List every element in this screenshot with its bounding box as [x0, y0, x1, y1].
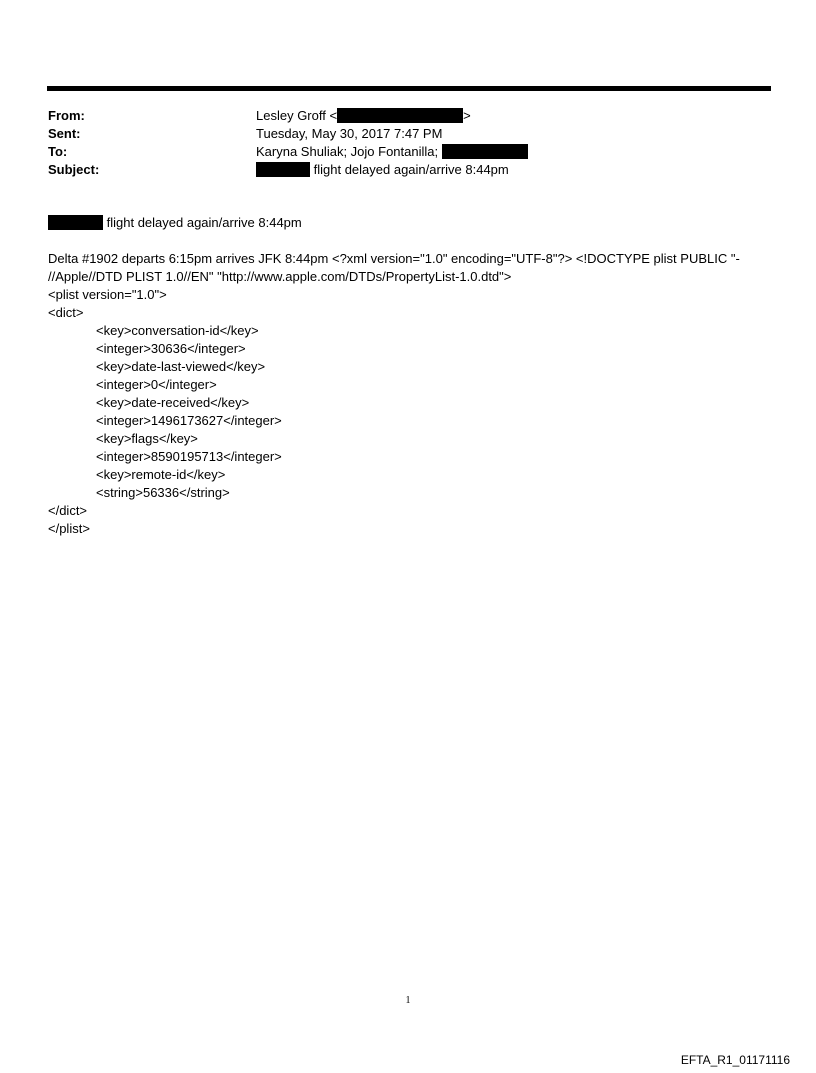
body-line: <integer>30636</integer> — [96, 341, 246, 356]
body-line: <string>56336</string> — [96, 485, 230, 500]
from-close: > — [463, 108, 471, 123]
body-line: Delta #1902 departs 6:15pm arrives JFK 8:44pm <?xml version="1.0" encoding="UTF-8"?> <!DOCTYPE plist PUBLIC "- — [48, 251, 740, 266]
body-line: <key>date-received</key> — [96, 395, 250, 410]
subject-value — [256, 161, 509, 179]
to-row — [48, 143, 768, 161]
subject-text: flight delayed again/arrive 8:44pm — [313, 162, 509, 177]
redaction-box — [256, 162, 310, 177]
sent-value: Tuesday, May 30, 2017 7:47 PM — [256, 126, 443, 141]
sent-row — [48, 125, 768, 143]
body-line: //Apple//DTD PLIST 1.0//EN" "http://www.apple.com/DTDs/PropertyList-1.0.dtd"> — [48, 269, 512, 284]
body-line: <integer>1496173627</integer> — [96, 413, 282, 428]
email-header — [48, 107, 768, 179]
body-line: </plist> — [48, 521, 90, 536]
page-number: 1 — [405, 995, 411, 1006]
body-line: <key>date-last-viewed</key> — [96, 359, 266, 374]
subject-label: Subject: — [48, 162, 100, 177]
to-label: To: — [48, 144, 68, 159]
from-label: From: — [48, 108, 85, 123]
body-line: <key>remote-id</key> — [96, 467, 226, 482]
email-body — [48, 214, 768, 538]
from-value — [256, 107, 471, 125]
subject-row — [48, 161, 768, 179]
body-line: <key>conversation-id</key> — [96, 323, 259, 338]
from-name: Lesley Groff < — [256, 108, 338, 123]
sent-label: Sent: — [48, 126, 81, 141]
body-line: <integer>0</integer> — [96, 377, 217, 392]
from-row — [48, 107, 768, 125]
body-subject-text: flight delayed again/arrive 8:44pm — [106, 215, 302, 230]
document-id: EFTA_R1_01171116 — [680, 1053, 790, 1067]
body-line: <key>flags</key> — [96, 431, 198, 446]
redaction-box — [442, 144, 528, 159]
body-line: <integer>8590195713</integer> — [96, 449, 282, 464]
body-line: <dict> — [48, 305, 84, 320]
to-recipients: Karyna Shuliak; Jojo Fontanilla; — [256, 144, 439, 159]
body-line: </dict> — [48, 503, 88, 518]
body-line: <plist version="1.0"> — [48, 287, 167, 302]
redaction-box — [337, 108, 463, 123]
header-divider — [47, 86, 771, 91]
to-value — [256, 143, 528, 161]
redaction-box — [48, 215, 103, 230]
body-subject-line — [48, 214, 768, 232]
